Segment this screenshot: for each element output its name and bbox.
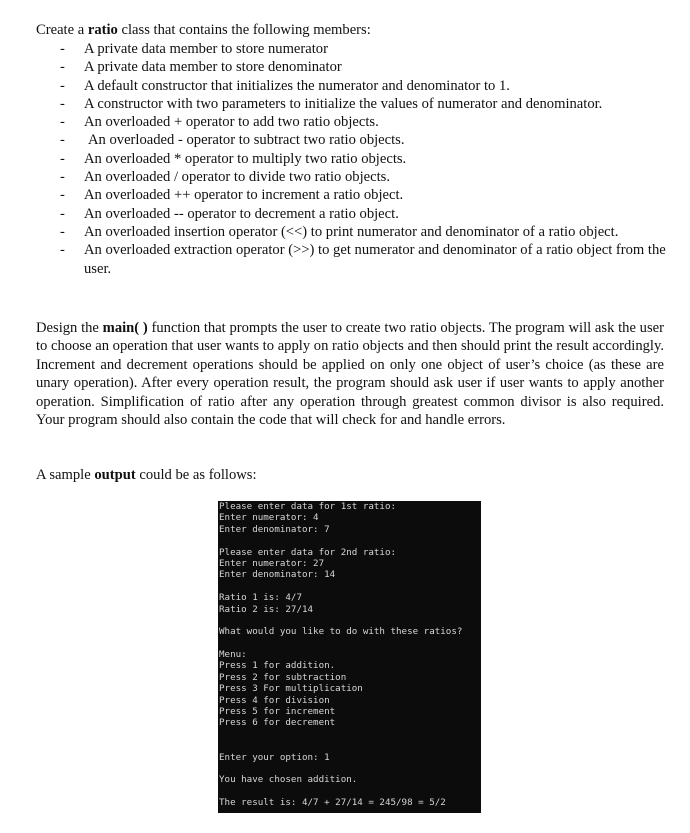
list-item: - An overloaded ++ operator to increment a ratio object. bbox=[60, 187, 404, 204]
console-line: Ratio 1 is: 4/7 bbox=[219, 592, 302, 604]
sample-text-pre: A sample bbox=[36, 467, 95, 483]
list-item: - A private data member to store denominator bbox=[60, 59, 342, 76]
console-line bbox=[219, 638, 481, 649]
design-text-post: function that prompts the user to create two ratio objects. The program will ask the user to choose an operation that user wants to apply on ratio objects and then should print the result accordingly. Increment and decrement operations should be applied on only one object of user’s choice (as these are unary operation). After every operation result, the program should ask user if user wants to apply another operation. Simplification of ratio after any operation through greatest common divisor is also required. Your program should also contain the code that will check for and handle errors. bbox=[36, 320, 664, 429]
sample-output-word: output bbox=[94, 467, 136, 483]
list-item: - A default constructor that initializes the numerator and denominator to 1. bbox=[60, 77, 510, 94]
console-line: What would you like to do with these ratios? bbox=[219, 626, 463, 638]
intro-class-name: ratio bbox=[87, 22, 118, 38]
bullet-dash: - bbox=[60, 59, 65, 76]
console-line: Press 5 for increment bbox=[219, 706, 336, 718]
console-line bbox=[219, 763, 481, 774]
console-line: You have chosen addition. bbox=[219, 774, 358, 786]
console-line: The result is: 4/7 + 27/14 = 245/98 = 5/2 bbox=[219, 797, 446, 809]
console-line: Press 2 for subtraction bbox=[219, 671, 347, 683]
bullet-dash: - bbox=[60, 150, 65, 167]
console-line: Enter denominator: 14 bbox=[219, 569, 336, 581]
design-paragraph bbox=[36, 319, 664, 429]
console-line: Ratio 2 is: 27/14 bbox=[219, 603, 314, 615]
list-item: - A constructor with two parameters to initialize the values of numerator and denominator. bbox=[60, 95, 603, 112]
bullet-dash: - bbox=[60, 187, 65, 204]
bullet-dash: - bbox=[60, 114, 65, 131]
list-item: - A private data member to store numerator bbox=[60, 41, 328, 57]
sample-text-post: could be as follows: bbox=[135, 467, 257, 483]
bullet-dash: - bbox=[60, 95, 65, 112]
bullet-dash: - bbox=[60, 41, 65, 57]
console-line bbox=[219, 615, 481, 626]
console-line bbox=[219, 786, 481, 797]
design-main-function: main( ) bbox=[102, 320, 148, 336]
sample-output-label bbox=[36, 466, 257, 484]
bullet-dash: - bbox=[60, 169, 65, 186]
console-line: Enter your option: 1 bbox=[219, 751, 330, 763]
intro-text-pre: Create a bbox=[36, 22, 88, 38]
list-item: - An overloaded * operator to multiply two ratio objects. bbox=[60, 150, 407, 167]
list-item: - An overloaded / operator to divide two ratio objects. bbox=[60, 169, 390, 186]
console-line bbox=[219, 581, 481, 592]
bullet-dash: - bbox=[60, 223, 65, 240]
console-line bbox=[219, 729, 481, 740]
console-line: Press 4 for division bbox=[219, 694, 330, 706]
console-line: Press 1 for addition. bbox=[219, 660, 336, 672]
design-text-pre: Design the bbox=[36, 320, 103, 336]
bullet-dash: - bbox=[60, 132, 65, 149]
intro-text-post: class that contains the following members: bbox=[117, 22, 371, 38]
list-item: - An overloaded - operator to subtract two ratio objects. bbox=[60, 132, 405, 149]
console-line: Enter numerator: 4 bbox=[219, 512, 319, 524]
bullet-dash: - bbox=[60, 205, 65, 222]
list-item: - An overloaded extraction operator (>>) to get numerator and denominator of a ratio object from the user. bbox=[60, 242, 666, 277]
list-item: - An overloaded + operator to add two ratio objects. bbox=[60, 114, 379, 131]
console-line: Please enter data for 2nd ratio: bbox=[219, 546, 397, 558]
bullet-dash: - bbox=[60, 242, 65, 259]
list-item: - An overloaded insertion operator (<<) to print numerator and denominator of a ratio object. bbox=[60, 223, 619, 240]
console-line bbox=[219, 740, 481, 751]
console-screenshot bbox=[218, 501, 481, 813]
intro-paragraph bbox=[36, 21, 371, 39]
console-line: Enter numerator: 27 bbox=[219, 557, 325, 569]
console-line: Press 6 for decrement bbox=[219, 717, 336, 729]
console-line: Enter denominator: 7 bbox=[219, 523, 330, 535]
console-line: Menu: bbox=[219, 649, 247, 661]
console-line: Please enter data for 1st ratio: bbox=[219, 501, 397, 512]
console-line bbox=[219, 535, 481, 546]
member-list bbox=[36, 40, 666, 278]
console-line: Press 3 For multiplication bbox=[219, 683, 363, 695]
list-item: - An overloaded -- operator to decrement a ratio object. bbox=[60, 205, 399, 222]
bullet-dash: - bbox=[60, 77, 65, 94]
